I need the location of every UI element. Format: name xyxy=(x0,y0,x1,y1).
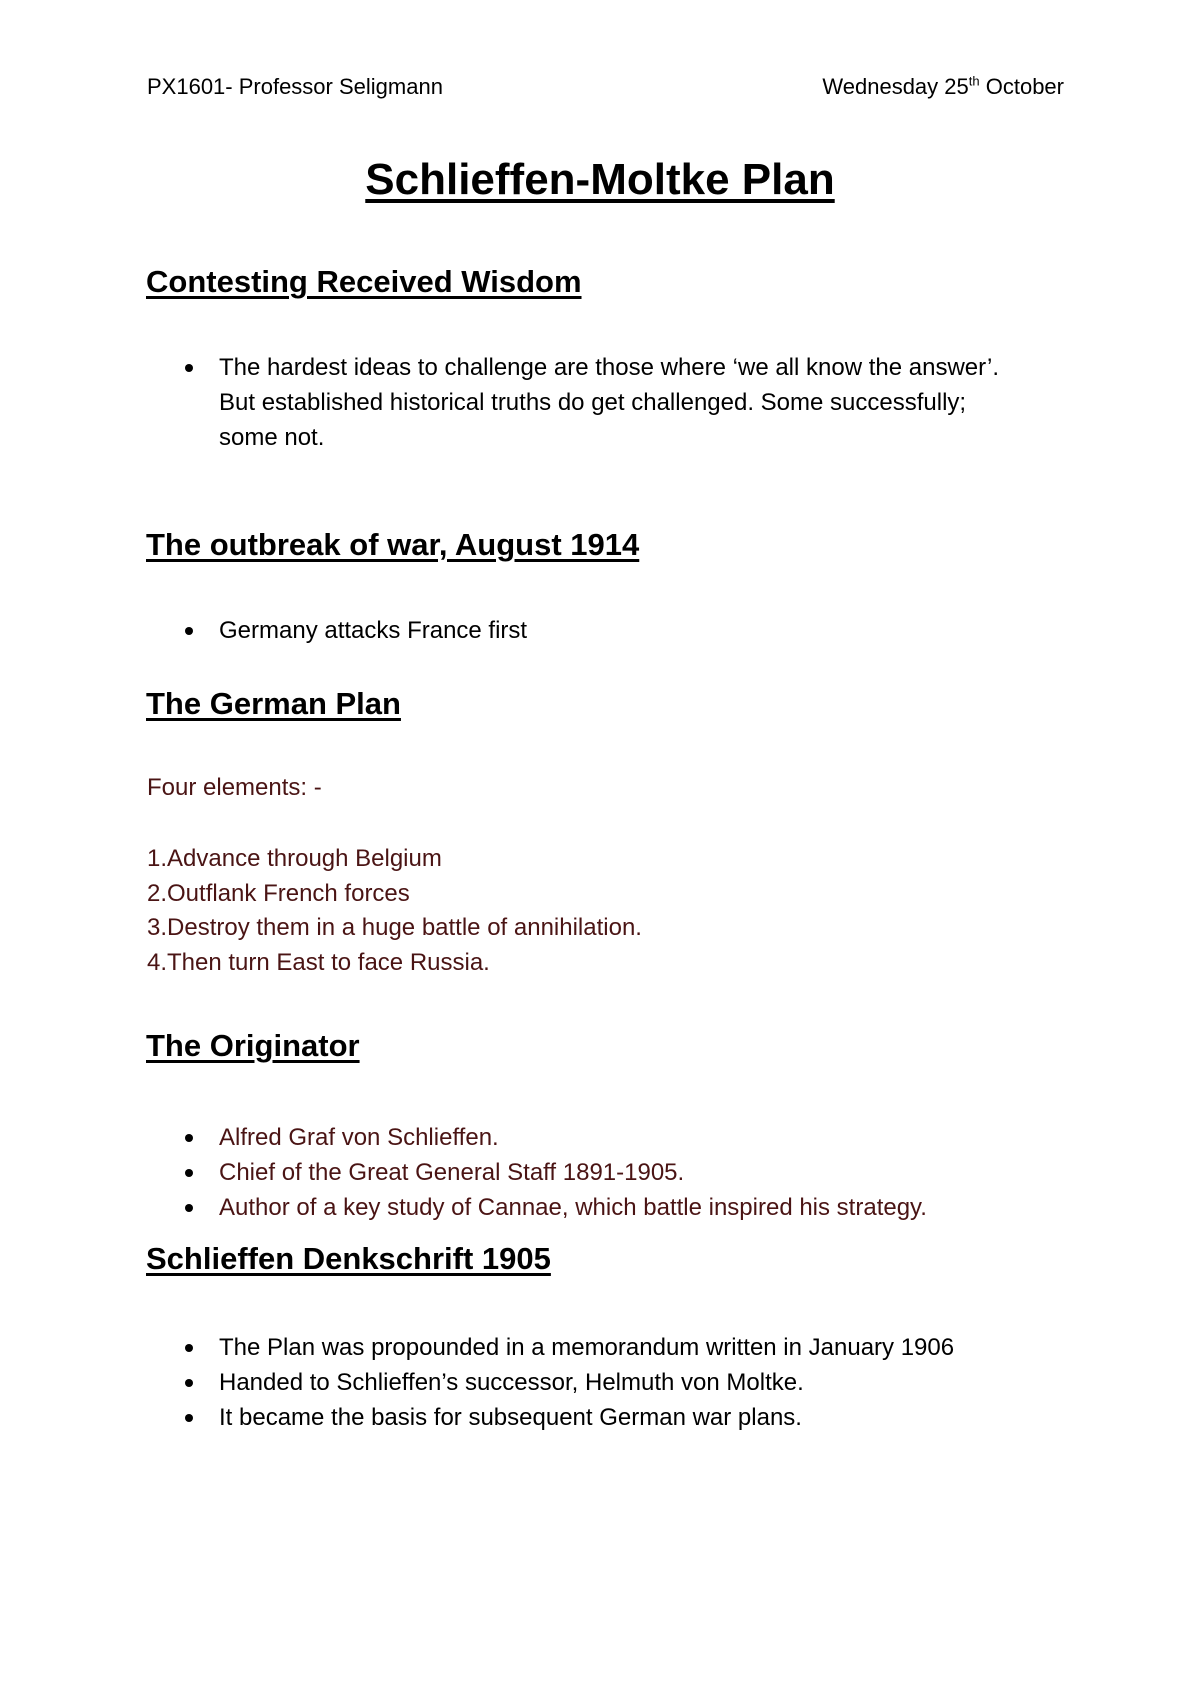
heading-outbreak: The outbreak of war, August 1914 xyxy=(146,527,640,562)
header-course: PX1601- Professor Seligmann xyxy=(147,74,443,99)
list-item: 2.Outflank French forces xyxy=(147,879,410,907)
outbreak-bullet-text: Germany attacks France first xyxy=(219,617,528,644)
denkschrift-bullet-text: It became the basis for subsequent German war plans. xyxy=(219,1404,802,1431)
heading-german-plan: The German Plan xyxy=(146,686,401,721)
header-date xyxy=(822,74,1064,100)
bullet-icon xyxy=(185,1414,193,1422)
list-item xyxy=(0,1155,1200,1190)
list-item: 3.Destroy them in a huge battle of annihilation. xyxy=(147,914,642,941)
bullet-icon xyxy=(185,1344,193,1352)
denkschrift-bullet-text: The Plan was propounded in a memorandum written in January 1906 xyxy=(219,1334,955,1361)
page-title: Schlieffen-Moltke Plan xyxy=(365,155,835,204)
list-item xyxy=(0,350,1200,455)
heading-denkschrift: Schlieffen Denkschrift 1905 xyxy=(146,1241,551,1276)
list-item xyxy=(0,1330,1200,1365)
contesting-list xyxy=(0,350,1200,455)
list-item xyxy=(0,1190,1200,1225)
header-date-suffix: th xyxy=(968,73,980,89)
list-item: 4.Then turn East to face Russia. xyxy=(147,948,490,976)
bullet-icon xyxy=(185,1379,193,1387)
outbreak-list xyxy=(0,613,1200,648)
heading-originator: The Originator xyxy=(146,1028,360,1063)
originator-bullet-text: Chief of the Great General Staff 1891-1905. xyxy=(219,1159,685,1186)
list-item xyxy=(0,613,1200,648)
heading-contesting: Contesting Received Wisdom xyxy=(146,264,582,299)
bullet-icon xyxy=(185,1134,193,1142)
originator-bullet-text: Alfred Graf von Schlieffen. xyxy=(219,1124,499,1151)
bullet-icon xyxy=(185,364,193,372)
list-item: 1.Advance through Belgium xyxy=(147,845,442,872)
german-plan-list xyxy=(147,842,642,980)
list-item xyxy=(0,1365,1200,1400)
bullet-icon xyxy=(185,627,193,635)
german-plan-intro: Four elements: - xyxy=(147,774,322,801)
denkschrift-list xyxy=(0,1330,1200,1435)
bullet-icon xyxy=(185,1204,193,1212)
bullet-icon xyxy=(185,1169,193,1177)
header-date-day: Wednesday 25 xyxy=(822,74,969,99)
list-item xyxy=(0,1400,1200,1435)
originator-list xyxy=(0,1120,1200,1225)
contesting-bullet-text: The hardest ideas to challenge are those where ‘we all know the answer’. But established historical truths do get challenged. Some successfully; some not. xyxy=(219,354,999,451)
denkschrift-bullet-text: Handed to Schlieffen’s successor, Helmuth von Moltke. xyxy=(219,1369,804,1396)
list-item xyxy=(0,1120,1200,1155)
header-date-month: October xyxy=(985,74,1064,99)
originator-bullet-text: Author of a key study of Cannae, which battle inspired his strategy. xyxy=(219,1194,927,1221)
